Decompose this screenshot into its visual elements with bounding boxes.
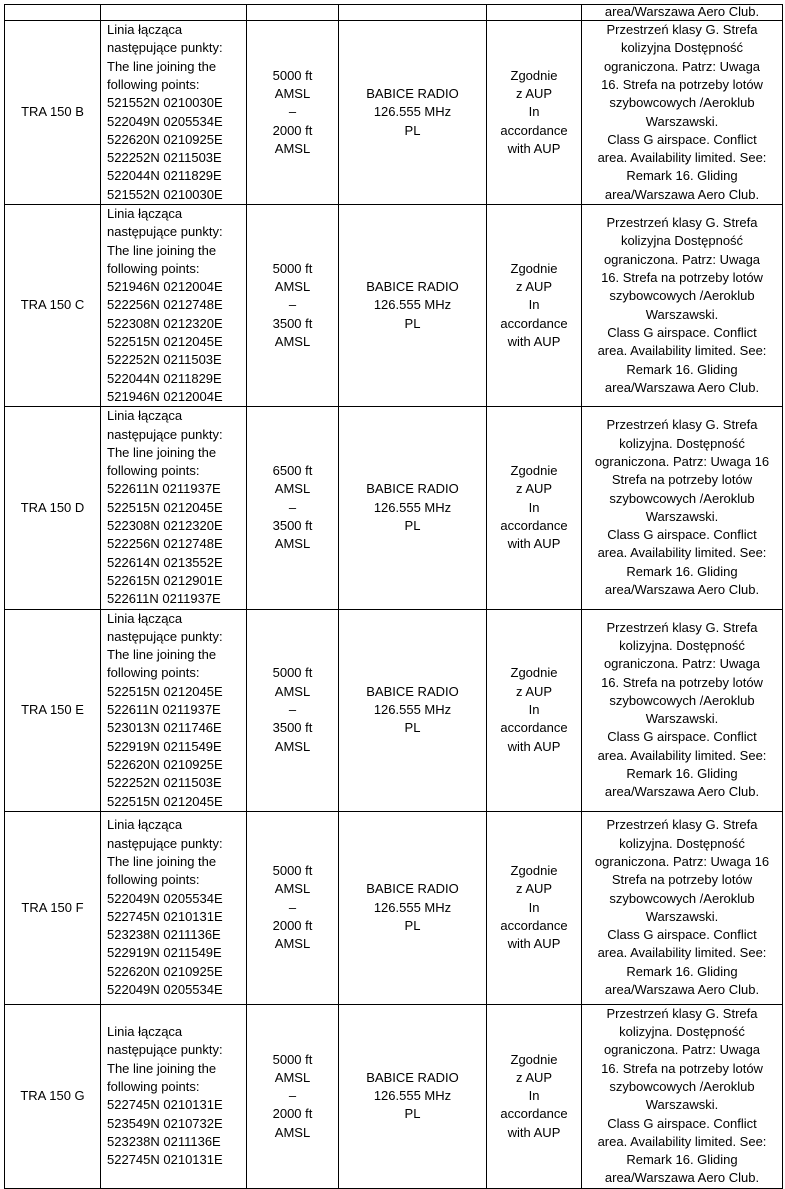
unit-cell bbox=[339, 5, 487, 21]
vertical-limits-cell: 5000 ft AMSL – 3500 ft AMSL bbox=[247, 205, 339, 407]
vertical-limits-cell: 5000 ft AMSL – 2000 ft AMSL bbox=[247, 21, 339, 205]
remarks-cell: Przestrzeń klasy G. Strefa kolizyjna. Dostępność ograniczona. Patrz: Uwaga 16. Strefa na potrzeby lotów szybowcowych /Aeroklub Warszawski. Class G airspace. Conflict area. Availability limited. See: Remark 16. Gliding area/Warszawa Aero Club. bbox=[582, 609, 783, 811]
activity-hours-cell: Zgodnie z AUP In accordance with AUP bbox=[487, 407, 582, 609]
lateral-limits-cell: Linia łącząca następujące punkty: The line joining the following points: 521946N 0212004E 522256N 0212748E 522308N 0212320E 522515N 0212045E 522252N 0211503E 522044N 0211829E 521946N 0212004E bbox=[101, 205, 247, 407]
zone-name-cell: TRA 150 D bbox=[5, 407, 101, 609]
activity-hours-cell bbox=[487, 5, 582, 21]
vertical-limits-cell bbox=[247, 5, 339, 21]
activity-hours-cell: Zgodnie z AUP In accordance with AUP bbox=[487, 205, 582, 407]
lateral-limits-cell bbox=[101, 5, 247, 21]
table-row bbox=[5, 1004, 783, 1188]
table-row bbox=[5, 811, 783, 1004]
unit-cell: BABICE RADIO 126.555 MHz PL bbox=[339, 21, 487, 205]
remarks-cell: Przestrzeń klasy G. Strefa kolizyjna Dostępność ograniczona. Patrz: Uwaga 16. Strefa na potrzeby lotów szybowcowych /Aeroklub Warszawski. Class G airspace. Conflict area. Availability limited. See: Remark 16. Gliding area/Warszawa Aero Club. bbox=[582, 21, 783, 205]
zone-name-cell: TRA 150 B bbox=[5, 21, 101, 205]
zone-name-cell: TRA 150 F bbox=[5, 811, 101, 1004]
table-row bbox=[5, 5, 783, 21]
vertical-limits-cell: 5000 ft AMSL – 2000 ft AMSL bbox=[247, 811, 339, 1004]
unit-cell: BABICE RADIO 126.555 MHz PL bbox=[339, 407, 487, 609]
remarks-cell: area/Warszawa Aero Club. bbox=[582, 5, 783, 21]
lateral-limits-cell: Linia łącząca następujące punkty: The line joining the following points: 522745N 0210131E 523549N 0210732E 523238N 0211136E 522745N 0210131E bbox=[101, 1004, 247, 1188]
zone-name-cell: TRA 150 C bbox=[5, 205, 101, 407]
unit-cell: BABICE RADIO 126.555 MHz PL bbox=[339, 1004, 487, 1188]
remarks-cell: Przestrzeń klasy G. Strefa kolizyjna. Dostępność ograniczona. Patrz: Uwaga 16. Strefa na potrzeby lotów szybowcowych /Aeroklub Warszawski. Class G airspace. Conflict area. Availability limited. See: Remark 16. Gliding area/Warszawa Aero Club. bbox=[582, 1004, 783, 1188]
lateral-limits-cell: Linia łącząca następujące punkty: The line joining the following points: 522515N 0212045E 522611N 0211937E 523013N 0211746E 522919N 0211549E 522620N 0210925E 522252N 0211503E 522515N 0212045E bbox=[101, 609, 247, 811]
zone-name-cell bbox=[5, 5, 101, 21]
remarks-cell: Przestrzeń klasy G. Strefa kolizyjna Dostępność ograniczona. Patrz: Uwaga 16. Strefa na potrzeby lotów szybowcowych /Aeroklub Warszawski. Class G airspace. Conflict area. Availability limited. See: Remark 16. Gliding area/Warszawa Aero Club. bbox=[582, 205, 783, 407]
lateral-limits-cell: Linia łącząca następujące punkty: The line joining the following points: 521552N 0210030E 522049N 0205534E 522620N 0210925E 522252N 0211503E 522044N 0211829E 521552N 0210030E bbox=[101, 21, 247, 205]
remarks-cell: Przestrzeń klasy G. Strefa kolizyjna. Dostępność ograniczona. Patrz: Uwaga 16 Strefa na potrzeby lotów szybowcowych /Aeroklub Warszawski. Class G airspace. Conflict area. Availability limited. See: Remark 16. Gliding area/Warszawa Aero Club. bbox=[582, 811, 783, 1004]
table-row bbox=[5, 609, 783, 811]
lateral-limits-cell: Linia łącząca następujące punkty: The line joining the following points: 522611N 0211937E 522515N 0212045E 522308N 0212320E 522256N 0212748E 522614N 0213552E 522615N 0212901E 522611N 0211937E bbox=[101, 407, 247, 609]
remarks-cell: Przestrzeń klasy G. Strefa kolizyjna. Dostępność ograniczona. Patrz: Uwaga 16 Strefa na potrzeby lotów szybowcowych /Aeroklub Warszawski. Class G airspace. Conflict area. Availability limited. See: Remark 16. Gliding area/Warszawa Aero Club. bbox=[582, 407, 783, 609]
lateral-limits-cell: Linia łącząca następujące punkty: The line joining the following points: 522049N 0205534E 522745N 0210131E 523238N 0211136E 522919N 0211549E 522620N 0210925E 522049N 0205534E bbox=[101, 811, 247, 1004]
activity-hours-cell: Zgodnie z AUP In accordance with AUP bbox=[487, 1004, 582, 1188]
zone-name-cell: TRA 150 E bbox=[5, 609, 101, 811]
vertical-limits-cell: 5000 ft AMSL – 3500 ft AMSL bbox=[247, 609, 339, 811]
vertical-limits-cell: 5000 ft AMSL – 2000 ft AMSL bbox=[247, 1004, 339, 1188]
unit-cell: BABICE RADIO 126.555 MHz PL bbox=[339, 811, 487, 1004]
activity-hours-cell: Zgodnie z AUP In accordance with AUP bbox=[487, 21, 582, 205]
vertical-limits-cell: 6500 ft AMSL – 3500 ft AMSL bbox=[247, 407, 339, 609]
table-row bbox=[5, 407, 783, 609]
unit-cell: BABICE RADIO 126.555 MHz PL bbox=[339, 205, 487, 407]
unit-cell: BABICE RADIO 126.555 MHz PL bbox=[339, 609, 487, 811]
activity-hours-cell: Zgodnie z AUP In accordance with AUP bbox=[487, 609, 582, 811]
table-row bbox=[5, 205, 783, 407]
zone-name-cell: TRA 150 G bbox=[5, 1004, 101, 1188]
activity-hours-cell: Zgodnie z AUP In accordance with AUP bbox=[487, 811, 582, 1004]
table-row bbox=[5, 21, 783, 205]
airspace-table bbox=[4, 4, 783, 1189]
